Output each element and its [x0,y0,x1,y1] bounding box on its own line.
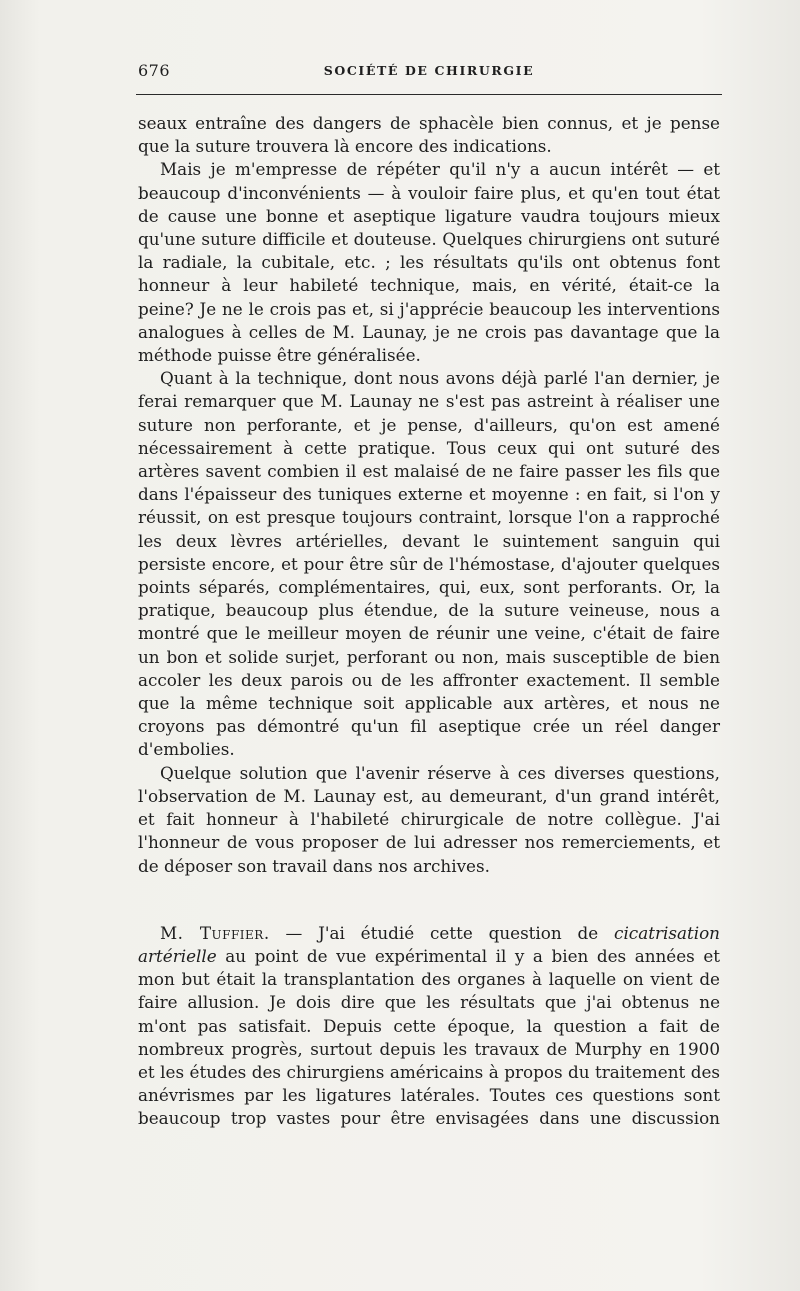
running-title: SOCIÉTÉ DE CHIRURGIE [323,63,535,78]
page-number: 676 [138,61,171,80]
paragraph-tuffier [138,922,720,1131]
tuffier-intro: — J'ai étudié cette question de [269,922,615,943]
paragraph-suture-opinion: Mais je m'empresse de répéter qu'il n'y a aucun intérêt — et beaucoup d'inconvénients — à vouloir faire plus, et qu'en tout état de cause une bonne et aseptique ligature vaudra toujours mieux qu'une suture difficile et douteuse. Quelques chirurgiens ont suturé la radiale, la cubitale, etc. ; les résultats qu'ils ont obtenus font honneur à leur habileté technique, mais, en vérité, était-ce la peine? Je ne le crois pas et, si j'apprécie beaucoup les interventions analogues à celles de M. Launay, je ne crois pas davantage que la méthode puisse être généralisée. [138,159,720,366]
italic-term: cicatrisation artérielle [138,922,720,966]
paragraph-technique: Quant à la technique, dont nous avons déjà parlé l'an dernier, je ferai remarquer que M. Launay ne s'est pas astreint à réaliser une suture non perforante, et je pense, d'ailleurs, qu'on est amené nécessairement à cette pratique. Tous ceux qui ont suturé des artères savent combien il est malaisé de ne faire passer les fils que dans l'épaisseur des tuniques externe et moyenne : en fait, si l'on y réussit, on est presque toujours contraint, lorsque l'on a rapproché les deux lèvres artérielles, devant le suintement sanguin qui persiste encore, et pour être sûr de l'hémostase, d'ajouter quelques points séparés, complémentaires, qui, eux, sont perforants. Or, la pratique, beaucoup plus étendue, de la suture veineuse, nous a montré que le meilleur moyen de réunir une veine, c'était de faire un bon et solide surjet, perforant ou non, mais susceptible de bien accoler les deux parois ou de les affronter exactement. Il semble que la même technique soit applicable aux artères, et nous ne croyons pas démontré qu'un fil aseptique crée un réel danger d'embolies. [138,368,720,760]
page-header [138,57,720,83]
section-gap [138,878,720,922]
paragraph-conclusion: Quelque solution que l'avenir réserve à ces diverses questions, l'observation de M. Launay est, au demeurant, d'un grand intérêt, et fait honneur à l'habileté chirurgicale de notre collègue. J'ai l'honneur de vous proposer de lui adresser nos remerciements, et de déposer son travail dans nos archives. [138,762,720,876]
header-rule [136,94,722,95]
tuffier-text: au point de vue expérimental il y a bien des années et mon but était la transplantation des organes à laquelle on vient de faire allusion. Je dois dire que les résultats que j'ai obtenus ne m'ont pas satisfait. Depuis cette époque, la question a fait de nombreux progrès, surtout depuis les travaux de Murphy en 1900 et les études des chirurgiens américains à propos du traitement des anévrismes par les ligatures latérales. Toutes ces questions sont beaucoup trop vastes pour être envisagées dans une discussion [138,945,720,1129]
body-text [138,112,720,1131]
paragraph-continuation: seaux entraîne des dangers de sphacèle bien connus, et je pense que la suture trouvera là encore des indications. [138,113,720,157]
speaker-name: M. Tuffier. [160,922,270,943]
